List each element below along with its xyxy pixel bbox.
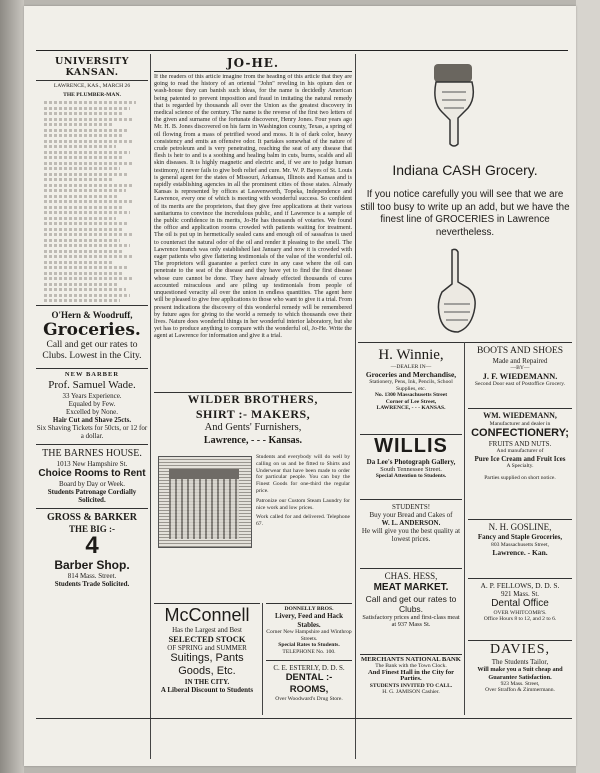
anderson-line2: He will give you the best quality at lowest prices.: [361, 527, 461, 543]
winnie-name: H. Winnie,: [378, 347, 444, 363]
esterly-addr: Over Woodward's Drug Store.: [275, 696, 343, 703]
gross-addr: 814 Mass. Street.: [67, 571, 117, 580]
poem-title: THE PLUMBER-MAN.: [63, 92, 121, 99]
ohern-name: O'Hern & Woodruff,: [51, 310, 133, 321]
anderson-ad: [360, 499, 462, 543]
dateline: LAWRENCE, KAS., MARCH 26: [53, 83, 131, 89]
barber-cut: Hair Cut and Shave 25cts.: [52, 415, 132, 424]
wilder-city: Lawrence, - - - Kansas.: [203, 435, 303, 446]
pointing-hand-down-icon: [428, 62, 480, 153]
ad-grid-top-rule: [358, 342, 572, 343]
winnie-goods: Groceries and Merchandise,: [365, 370, 457, 380]
gross-title: GROSS & BARKER: [46, 511, 137, 523]
boots-ad: [468, 346, 572, 388]
gosline-city: Lawrence. - Kan.: [492, 548, 548, 558]
davies-ad: [468, 640, 572, 694]
next-page-edge: [576, 0, 600, 773]
ohern-text: Call and get our rates to Clubs. Lowest in the City.: [42, 340, 142, 362]
boots-name: J. F. WIEDEMANN.: [482, 371, 558, 382]
gross-ad: [36, 512, 148, 588]
gosline-line2: 803 Massachusetts Street,: [491, 542, 549, 548]
indiana-title: Indiana CASH Grocery.: [392, 162, 538, 178]
indiana-ad: [360, 162, 570, 239]
anderson-name: W. L. ANDERSON.: [381, 519, 441, 527]
boots-by: —BY—: [510, 365, 530, 371]
mcconnell-line6: IN THE CITY.: [184, 678, 230, 686]
davies-name: DAVIES,: [489, 642, 551, 657]
mcconnell-line2: SELECTED STOCK: [168, 634, 246, 644]
mcconnell-ad: [154, 603, 260, 694]
barber-head: NEW BARBER: [64, 371, 120, 379]
barnes-title: THE BARNES HOUSE.: [42, 447, 142, 459]
indiana-body: If you notice carefully you will see that we are still too busy to write up an add, but we have the finest line of GROCERIES in Lawrence nevertheless.: [360, 189, 570, 238]
hess-text: Call and get our rates to Clubs.: [365, 594, 457, 614]
winnie-ad: [360, 346, 462, 411]
page-gutter-left: [0, 0, 24, 773]
barnes-ad: [36, 448, 148, 504]
barnes-rooms: Choice Rooms to Rent: [38, 467, 146, 479]
gosline-name: N. H. GOSLINE,: [488, 522, 552, 532]
winnie-city: LAWRENCE, - - - KANSAS.: [376, 405, 446, 412]
hess-ad: [360, 568, 462, 628]
anderson-line1: Buy your Bread and Cakes of: [369, 511, 453, 519]
bottom-rule: [36, 718, 572, 719]
gross-sub: THE BIG :-: [68, 523, 115, 534]
wilder-text3: Work called for and delivered. Telephone 67.: [256, 514, 350, 528]
wm-name: WM. WIEDEMANN,: [483, 411, 557, 420]
barber-ad: [36, 372, 148, 439]
merchants-line1: The Bank with the Town Clock.: [375, 663, 447, 670]
donnelly-line4: TELEPHONE No. 100.: [282, 648, 336, 655]
wilder-text2: Patronize our Custom Steam Laundry for nice work and low prices.: [256, 497, 350, 511]
barnes-note: Students Patronage Cordially Solicited.: [47, 487, 137, 504]
barnes-addr: 1013 New Hampshire St.: [56, 459, 128, 468]
wm-line6: Parties supplied on short notice.: [484, 474, 556, 481]
wm-line5: A Specialty.: [506, 463, 534, 470]
mcconnell-line7: A Liberal Discount to Students: [160, 686, 254, 694]
donnelly-ad: [266, 603, 352, 702]
mcconnell-line3: OF SPRING and SUMMER: [167, 644, 247, 652]
pointing-hand-up-icon: [432, 248, 482, 343]
wilder-ad: [154, 392, 352, 555]
gosline-line1: Fancy and Staple Groceries,: [477, 533, 563, 541]
willis-line2: South Tennessee Street.: [380, 465, 442, 473]
wm-line1: Manufacturer and dealer in: [489, 421, 551, 427]
top-rule: [36, 50, 568, 51]
barber-tickets: Six Shaving Tickets for 50cts, or 12 for a dollar.: [36, 423, 148, 440]
johe-article: [154, 56, 352, 404]
hess-title: MEAT MARKET.: [373, 582, 449, 593]
gross-note: Students Trade Solicited.: [54, 579, 130, 588]
wm-line4: Pure Ice Cream and Fruit Ices: [474, 454, 566, 463]
merchants-line4: H. G. JAMISON Cashier.: [382, 689, 440, 696]
esterly-name: C. E. ESTERLY, D. D. S.: [273, 664, 345, 673]
hess-name: CHAS. HESS,: [384, 571, 438, 581]
fellows-office: Dental Office: [491, 598, 549, 609]
boots-title: BOOTS AND SHOES: [476, 346, 564, 356]
hess-text2: Satisfactory prices and first-class meat at 937 Mass St.: [362, 614, 460, 629]
wm-line3: And manufacturer of: [496, 448, 544, 455]
ohern-ad: [36, 310, 148, 362]
barber-exp: 33 Years Experience.: [62, 391, 122, 400]
merchants-ad: [360, 654, 462, 695]
mcconnell-line5: Goods, Etc.: [178, 665, 236, 677]
willis-line1: Da Lee's Photograph Gallery,: [366, 458, 456, 466]
wm-big: CONFECTIONERY;: [471, 427, 569, 440]
esterly-line: DENTAL :- ROOMS,: [285, 672, 333, 696]
barber-equal: Equaled by Few.: [68, 399, 116, 408]
boots-line2: Second Door east of Postoffice Grocery.: [474, 381, 566, 388]
wilder-title: WILDER BROTHERS,: [187, 394, 319, 406]
fellows-hours: Office Hours 8 to 12, and 2 to 6.: [483, 616, 557, 623]
fellows-over: OVER WHITCOMB'S.: [493, 610, 547, 616]
boots-line1: Made and Repaired: [492, 357, 548, 365]
gross-num: 4: [85, 531, 99, 559]
barnes-board: Board by Day or Week.: [59, 479, 125, 488]
winnie-addr: No. 1300 Massachusetts Street: [374, 392, 448, 399]
wilder-line3: And Gents' Furnishers,: [204, 422, 302, 433]
wm-line2: FRUITS AND NUTS.: [488, 440, 552, 449]
willis-name: WILLIS: [374, 435, 448, 457]
winnie-corner: Corner of Lee Street,: [385, 398, 437, 405]
davies-line3: 923 Mass. Street,: [500, 681, 540, 687]
anderson-head: STUDENTS!: [391, 503, 431, 511]
wm-ad: [468, 408, 572, 481]
ohern-groceries: Groceries.: [43, 320, 141, 341]
johe-body: If the readers of this article imagine from the heading of this article that they are going to read the history of an oriental "John" reveling in his opium den or wash-house they can banish such ideas, for the name is decidedly American being patented to prevent imposition and fraud in imitating the natural remedy that is regarded by thousands all over the Union as the greatest discovery in medical science of the century. The name is the reverse of the first two letters of the given and surname of the fortunate discoverer, Henry Jones. Four years ago Mr. H. B. Jones discovered on his farm in Washington county, Texas, a spring of oil flowing from a mass of petrified wood and moss. It is of dark color, heavy consistency and emits an offensive odor. It partakes somewhat of the nature of crude petroleum and is very penetrating, reaching the seat of any disease that flesh is heir to and is a soothing and healing balm in cuts, burns, scalds and all skin diseases. It is highly magnetic and electric and, if we are to judge human testimony, it never fails to give both relief and cure. Mr. W. P. Bayes of St. Louis is general agent for the states of Missouri, Arkansas, Illinois and Kansas and is rapidly establishing agencies in all the prominent cities of those states. Already Kansas is represented by offices at Leavenworth, Topeka, Independence and Lawrence, every one of which is meeting with wonderful success. So confident of its merits are the proprietors, that they give free applications at their various sanitariums to convince the incredulous public, and if Lawrence is a sample of the public confidence in its merits, Jo-He has thousands of votaries. We found the office and application rooms crowded with patients waiting for treatment. The oil is put up in hermetically sealed cans and enough oil of sassafras is used to counteract the natural odor of the oil and render it pleasing to the smell. The Lawrence branch was only established last January and now it is crowded with eager patients who give flattering testimonials of the value of the wonderful oil. The proprietors will guarantee a perfect cure in any case where the oil can penetrate to the seat of the disease and they have yet to find the first disease whose cure cannot be done. They have already effected thousands of cures accounted miraculous and are piling up testimonials from people of unquestioned veracity all over the union in endless quantities. The agent here will be pleased to give free applications to those who want to give it a trial. From present indications the discovery of this wonderful remedy will be remembered by future ages for giving to the world a remedy to which thousands owe their lives. Nature does wonderful things in her wonderful interior laboratory, but she yet has to produce anything to compare with the wonderful oil, Jo-He. Write the agent at Lawrence for information and give it a trial.: [154, 74, 352, 340]
donnelly-line2: Corner New Hampshire and Winthrop Streets.: [266, 629, 352, 642]
davies-line4: Over Straffon & Zimmermann.: [485, 687, 555, 694]
winnie-dealer: —DEALER IN—: [390, 364, 432, 370]
barber-excel: Excelled by None.: [66, 407, 118, 416]
fellows-ad: [468, 578, 572, 623]
gross-shop: Barber Shop.: [54, 557, 130, 572]
masthead-title: UNIVERSITY KANSAN.: [36, 56, 148, 81]
donnelly-line3: Special Rates to Students.: [278, 642, 340, 649]
mcconnell-line4: Suitings, Pants: [170, 652, 244, 664]
merchants-line2: And Finest Hall in the City for Parties.: [367, 668, 455, 683]
mcconnell-name: McConnell: [164, 605, 250, 625]
davies-line2: Will make you a Suit cheap and Guarantee Satisfaction.: [477, 666, 563, 681]
davies-line1: The Students Tailor,: [491, 658, 549, 666]
wilder-text1: Students and everybody will do well by calling on us and be fitted to Shirts and Underwear that have been made to order for particular people. You can buy the Finest Goods for one-third the regular price.: [256, 454, 350, 494]
gosline-ad: [468, 519, 572, 557]
store-engraving: [158, 456, 252, 548]
poem-body: [36, 101, 148, 302]
winnie-extra: Stationery, Pens, Ink, Pencils, School Supplies, etc.: [369, 379, 453, 392]
fellows-name: A. P. FELLOWS, D. D. S.: [480, 581, 560, 590]
mcconnell-line1: Has the Largest and Best: [172, 626, 242, 634]
donnelly-line1: Livery, Feed and Hack Stables.: [274, 612, 344, 629]
left-column: [36, 56, 148, 588]
donnelly-title: DONNELLY BROS.: [284, 606, 334, 612]
barber-name: Prof. Samuel Wade.: [48, 378, 136, 391]
merchants-title: MERCHANTS NATIONAL BANK: [361, 656, 461, 663]
fellows-addr: 921 Mass. St.: [500, 590, 540, 598]
willis-ad: [360, 434, 462, 479]
newspaper-page: [24, 6, 576, 766]
johe-title: JO-HE.: [154, 56, 352, 72]
merchants-line3: STUDENTS INVITED TO CALL.: [369, 682, 453, 689]
willis-line3: Special Attention to Students.: [375, 472, 447, 479]
wilder-line2: SHIRT :- MAKERS,: [195, 407, 311, 421]
